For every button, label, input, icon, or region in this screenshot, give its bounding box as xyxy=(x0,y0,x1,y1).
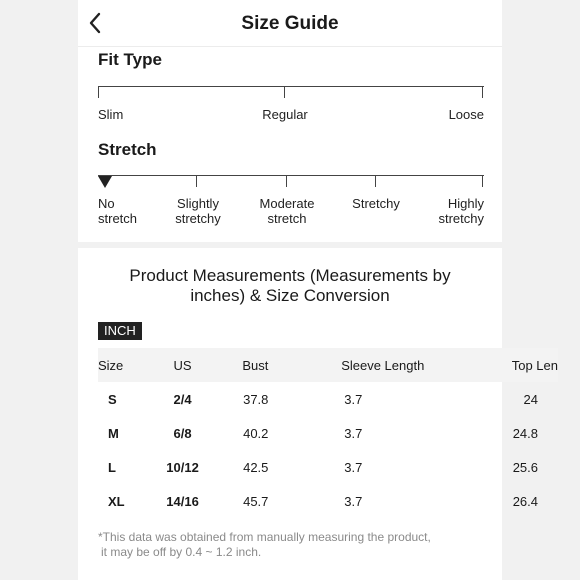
measurements-panel xyxy=(78,248,558,580)
stretch-tick xyxy=(375,175,376,187)
col-header-size: Size xyxy=(98,357,124,373)
stretch-label-slightly: Slightly stretchy xyxy=(175,196,221,226)
fit-label-regular: Regular xyxy=(262,107,308,122)
measurement-disclaimer: *This data was obtained from manually measuring the product, it may be off by 0.4 ~ 1.2 inch. xyxy=(98,530,431,559)
bust-cell: 37.8 xyxy=(243,391,269,407)
us-cell: 10/12 xyxy=(166,459,199,475)
size-cell: XL xyxy=(108,493,125,509)
us-cell: 14/16 xyxy=(166,493,199,509)
table-row xyxy=(98,484,558,518)
size-cell: S xyxy=(108,391,117,407)
fit-label-slim: Slim xyxy=(98,107,124,122)
sleeve-cell: 3.7 xyxy=(344,391,363,407)
size-cell: L xyxy=(108,459,116,475)
stretch-label-highly: Highly stretchy xyxy=(438,196,484,226)
col-header-sleeve-length: Sleeve Length xyxy=(341,357,425,373)
size-table xyxy=(98,348,558,518)
stretch-label-stretchy: Stretchy xyxy=(352,196,400,211)
stretch-tick xyxy=(286,175,287,187)
col-header-top-length: Top Len xyxy=(511,357,558,373)
stretch-tick xyxy=(196,175,197,187)
bust-cell: 45.7 xyxy=(243,493,269,509)
sleeve-cell: 3.7 xyxy=(344,493,363,509)
sleeve-cell: 3.7 xyxy=(344,459,363,475)
bust-cell: 42.5 xyxy=(243,459,269,475)
table-row xyxy=(98,416,558,450)
size-cell: M xyxy=(108,425,119,441)
fit-type-scale xyxy=(98,86,484,87)
bust-cell: 40.2 xyxy=(243,425,269,441)
fit-type-tick xyxy=(98,86,99,98)
stretch-label-moderate: Moderate stretch xyxy=(259,196,315,226)
top-length-cell: 25.6 xyxy=(512,459,538,475)
stretch-label-no-stretch: No stretch xyxy=(98,196,138,226)
table-row xyxy=(98,382,558,416)
fit-type-tick xyxy=(482,86,483,98)
table-row xyxy=(98,450,558,484)
top-length-cell: 24.8 xyxy=(512,425,538,441)
stretch-title: Stretch xyxy=(98,140,157,159)
top-length-cell: 26.4 xyxy=(512,493,538,509)
col-header-bust: Bust xyxy=(242,357,269,373)
stretch-tick xyxy=(482,175,483,187)
page-title: Size Guide xyxy=(241,13,339,34)
fit-type-title: Fit Type xyxy=(98,50,162,69)
col-header-us: US xyxy=(173,357,192,373)
app-header xyxy=(78,0,502,47)
fit-type-tick xyxy=(284,86,285,98)
size-table-header xyxy=(98,348,558,382)
fit-label-loose: Loose xyxy=(448,107,484,122)
us-cell: 2/4 xyxy=(173,391,192,407)
sleeve-cell: 3.7 xyxy=(344,425,363,441)
stretch-scale xyxy=(98,175,484,176)
top-length-cell: 24 xyxy=(523,391,538,407)
measurements-title: Product Measurements (Measurements by inches) & Size Conversion xyxy=(129,266,451,305)
stretch-selected-marker xyxy=(98,176,112,188)
us-cell: 6/8 xyxy=(173,425,192,441)
unit-badge[interactable]: INCH xyxy=(98,322,142,340)
